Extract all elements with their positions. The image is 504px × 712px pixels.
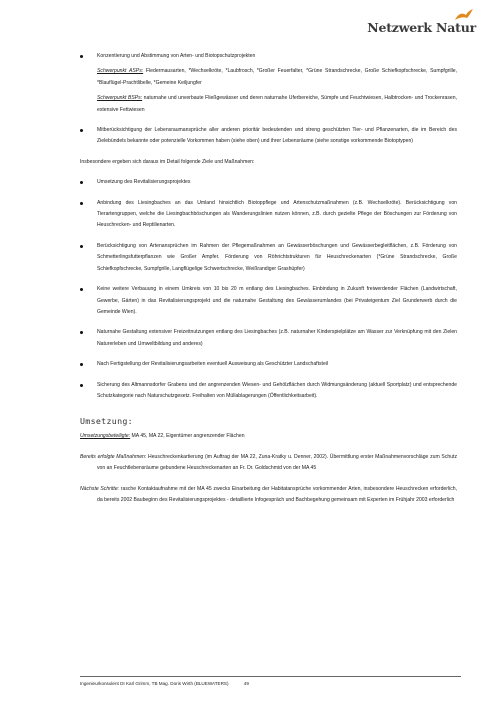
goal-text: Sicherung des Altmannsdorfer Grabens und der angrenzenden Wiesen- und Gehölzflächen durch Widmungsänderung (aktuell Sportplatz) und entsprechende Schutzkategorie nach Naturschutzgesetz. Freihalten von Müllablagerungen (Öffentlichkeitsarbeit). bbox=[97, 381, 457, 399]
list-item bbox=[80, 198, 457, 232]
bullet-text: Konzentierung und Abstimmung von Arten- und Biotopschutzprojekten bbox=[97, 53, 256, 59]
goal-text: Naturnahe Gestaltung extensiver Freizeitnutzungen entlang des Liesingbaches (z.B. naturnaher Kinderspielplätze am Wasser zur Verknüpfung mit den Zielen Naturerleben und Umweltbildung und anderes) bbox=[97, 329, 457, 347]
bereits-label: Bereits erfolgte Maßnahmen: bbox=[80, 453, 147, 460]
bullet-icon bbox=[80, 202, 83, 205]
bereits-text: Heuschreckenkartierung (im Auftrag der MA 22, Zuna-Kratky u. Denner, 2002). Übermittlung erster Maßnahmenvorschläge zum Schutz von an Feuchtlebensräume gebundene Heuschreckenarten an Fr. Dr. Goldschmid von der MA 45 bbox=[97, 453, 458, 472]
section-heading: Umsetzung: bbox=[80, 416, 133, 427]
bullet-icon bbox=[80, 363, 83, 366]
bullet-icon bbox=[80, 384, 83, 387]
asp-text: Fledermausarten, *Wechselkröte, *Laubfrosch, *Großer Feuerfalter, *Grüne Strandschrecke, Große Schiefkopfschrecke, Sumpfgrille, *Blauflügel-Prachtlibelle, *Gemeine Keiljungfer bbox=[97, 68, 457, 86]
bullet-icon bbox=[80, 129, 83, 132]
footer-author: Ingenieurkonsulent DI Karl Grimm, TB Mag. Doris Wirth (BLUEWATERS) bbox=[80, 681, 229, 686]
list-item bbox=[80, 359, 457, 370]
bullet-text: Mitberücksichtigung der Lebensraumansprüche aller anderen prioritär bedeutenden und streng geschützten Tier- und Pflanzenarten, die im Bereich des Zielebündels bekannte oder potenzielle Vorkommen haben (siehe oben) und ihrer Lebensräume (siehe sonstige vorkommende Biotoptypen) bbox=[97, 127, 457, 145]
logo-text: Netzwerk Natur bbox=[367, 20, 476, 35]
list-item bbox=[80, 241, 457, 275]
goal-text: Keine weitere Verbauung in einem Umkreis von 10 bis 20 m entlang des Liesingbaches. Einbindung in Zukunft freiwerdender Flächen (Landwirtschaft, Gewerbe, Gärten) in das Revitalisierungsprojekt und die naturnahe Gestaltung des Gewässerumlandes (bei Privateigentum Ziel Grunderwerb durch die Gemeinde Wien). bbox=[97, 286, 457, 315]
bsp-label: Schwerpunkt BSPs: bbox=[97, 95, 143, 102]
beteiligte-paragraph bbox=[80, 431, 457, 442]
bullet-icon bbox=[80, 55, 83, 58]
netzwerk-natur-logo bbox=[367, 12, 476, 40]
aspekt-schwerpunkt bbox=[80, 66, 457, 89]
bsp-text: naturnahe und unverbaute Fließgewässer und deren naturnahe Uferbereiche, Sümpfe und Feuchtwiesen, Halbtrocken- und Trockenrasen, extensive Fettwiesen bbox=[97, 95, 458, 113]
page-number: 49 bbox=[243, 681, 249, 686]
list-item bbox=[80, 125, 457, 148]
beteiligte-text: MA 45, MA 22, Eigentümer angrenzender Flächen bbox=[131, 433, 245, 440]
list-item bbox=[80, 177, 457, 188]
list-item bbox=[80, 380, 457, 403]
bullet-icon bbox=[80, 245, 83, 248]
naechste-text: rasche Kontaktaufnahme mit der MA 45 zwecks Einarbeitung der Habitatansprüche vorkommender Arten, insbesondere Heuschrecken erforderlich, da bereits 2002 Baubeginn des Revitalisierungsprojektes - detaillierte Infogespräch und Bachbegehung gemeinsam mit Experten im Frühjahr 2003 erforderlich bbox=[97, 485, 457, 503]
footer-divider bbox=[80, 676, 461, 677]
list-item bbox=[80, 284, 457, 318]
naechste-paragraph bbox=[80, 484, 457, 507]
goal-text: Anbindung des Liesingbaches an das Umland hinsichtlich Biotoppflege und Artenschutzmaßnahmen (z.B. Wechselkröte). Berücksichtigung von Tierartengruppen, welche die Liesingbachböschungen als Wanderungslinien nutzen können, z.B. durch gezielte Pflege der Böschungen zur Förderung von Heuschrecken- und Reptilienarten. bbox=[97, 199, 457, 229]
goal-text: Berücksichtigung von Artenansprüchen im Rahmen der Pflegemaßnahmen an Gewässerböschungen und Gewässerbegleitflächen, z.B. Förderung von Schmetterlingsfutterpflanzen wie Großer Ampfer. Förderung von Röhrichtstrukturen für Heuschreckenarten (*Grüne Strandschrecke, Große Schiefkopfschrecke, Sumpfgrille, Langflügelige Schwertschrecke, Weißrandiger Grashüpfer) bbox=[97, 242, 457, 272]
goal-text: Umsetzung des Revitalisierungsprojektes bbox=[97, 179, 191, 186]
beteiligte-label: Umsetzungsbeteiligte: bbox=[80, 433, 131, 440]
bsp-schwerpunkt bbox=[80, 93, 457, 116]
bullet-icon bbox=[80, 181, 83, 184]
bereits-paragraph bbox=[80, 452, 457, 475]
list-item bbox=[80, 327, 457, 350]
asp-label: Schwerpunkt ASPs: bbox=[97, 68, 144, 75]
list-item bbox=[80, 51, 457, 62]
main-content bbox=[80, 51, 457, 506]
bullet-icon bbox=[80, 331, 83, 334]
page-footer bbox=[80, 680, 249, 687]
naechste-label: Nächste Schritte: bbox=[80, 485, 120, 492]
bullet-icon bbox=[80, 288, 83, 291]
intro-paragraph: Insbesondere ergeben sich daraus im Detail folgende Ziele und Maßnahmen: bbox=[80, 158, 255, 165]
goal-text: Nach Fertigstellung der Revitalisierungsarbeiten eventuell Ausweisung als Geschützter Landschaftsteil bbox=[97, 361, 329, 368]
